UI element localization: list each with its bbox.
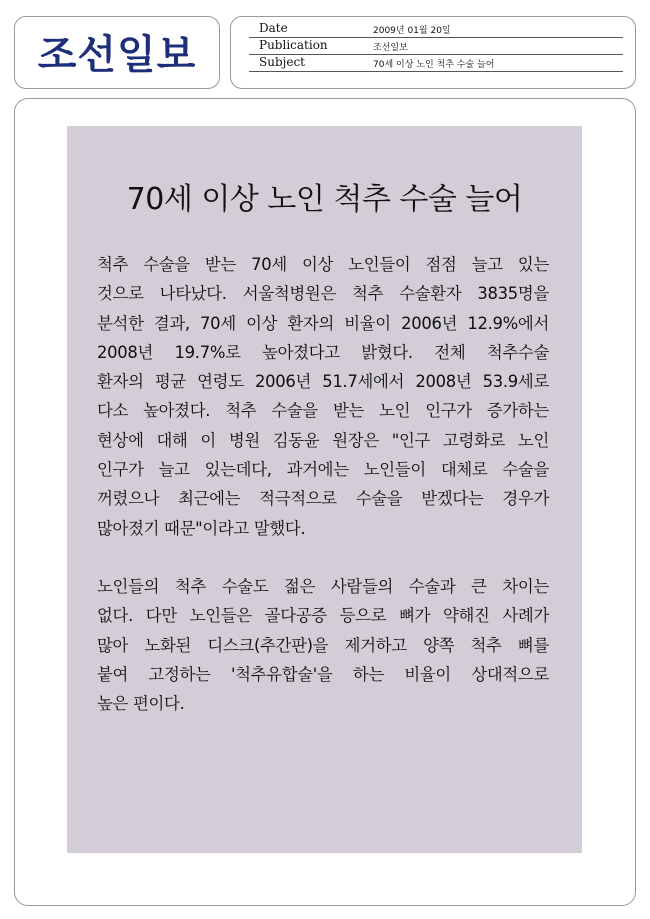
meta-row-date — [249, 21, 623, 38]
body-line: 현상에 대해 이 병원 김동윤 원장은 "인구 고령화로 노인 — [97, 430, 549, 450]
masthead-logo-box — [14, 16, 220, 89]
meta-label-subject: Subject — [259, 55, 305, 69]
body-line: 붙여 고정하는 '척추유합술'을 하는 비율이 상대적으로 — [97, 664, 549, 684]
meta-value-publication: 조선일보 — [373, 43, 408, 53]
body-line: 노인들의 척추 수술도 젊은 사람들의 수술과 큰 차이는 — [97, 576, 549, 596]
body-line: 2008년 19.7%로 높아졌다고 밝혔다. 전체 척추수술 — [97, 342, 549, 362]
body-line: 다소 높아졌다. 척추 수술을 받는 노인 인구가 증가하는 — [97, 401, 549, 421]
body-line: 분석한 결과, 70세 이상 환자의 비율이 2006년 12.9%에서 — [97, 313, 549, 333]
body-line: 높은 편이다. — [97, 694, 185, 714]
meta-label-publication: Publication — [259, 38, 328, 52]
meta-row-publication — [249, 38, 623, 55]
body-line: 없다. 다만 노인들은 골다공증 등으로 뼈가 약해진 사례가 — [97, 606, 549, 626]
article-paper — [67, 126, 582, 853]
body-line: 척추 수술을 받는 70세 이상 노인들이 점점 늘고 있는 — [97, 255, 549, 274]
article-title: 70세 이상 노인 척추 수술 늘어 — [126, 182, 523, 217]
article-meta-box — [230, 16, 636, 89]
body-line: 환자의 평균 연령도 2006년 51.7세에서 2008년 53.9세로 — [97, 372, 549, 392]
body-line: 꺼렸으나 최근에는 적극적으로 수술을 받겠다는 경우가 — [97, 489, 549, 509]
body-line: 인구가 늘고 있는데다, 과거에는 노인들이 대체로 수술을 — [97, 460, 549, 480]
meta-row-subject — [249, 55, 623, 72]
body-line: 많아졌기 때문"이라고 말했다. — [97, 518, 306, 538]
body-line: 많아 노화된 디스크(추간판)을 제거하고 양쪽 척추 뼈를 — [97, 635, 549, 655]
newspaper-logo: 조선일보 — [37, 31, 197, 78]
article-body — [97, 250, 549, 718]
meta-value-date: 2009년 01월 20일 — [373, 26, 451, 36]
meta-label-date: Date — [259, 21, 288, 35]
paragraph-gap — [97, 543, 549, 572]
meta-value-subject: 70세 이상 노인 척추 수술 늘어 — [373, 60, 495, 70]
body-line: 것으로 나타났다. 서울척병원은 척추 수술환자 3835명을 — [97, 284, 549, 304]
